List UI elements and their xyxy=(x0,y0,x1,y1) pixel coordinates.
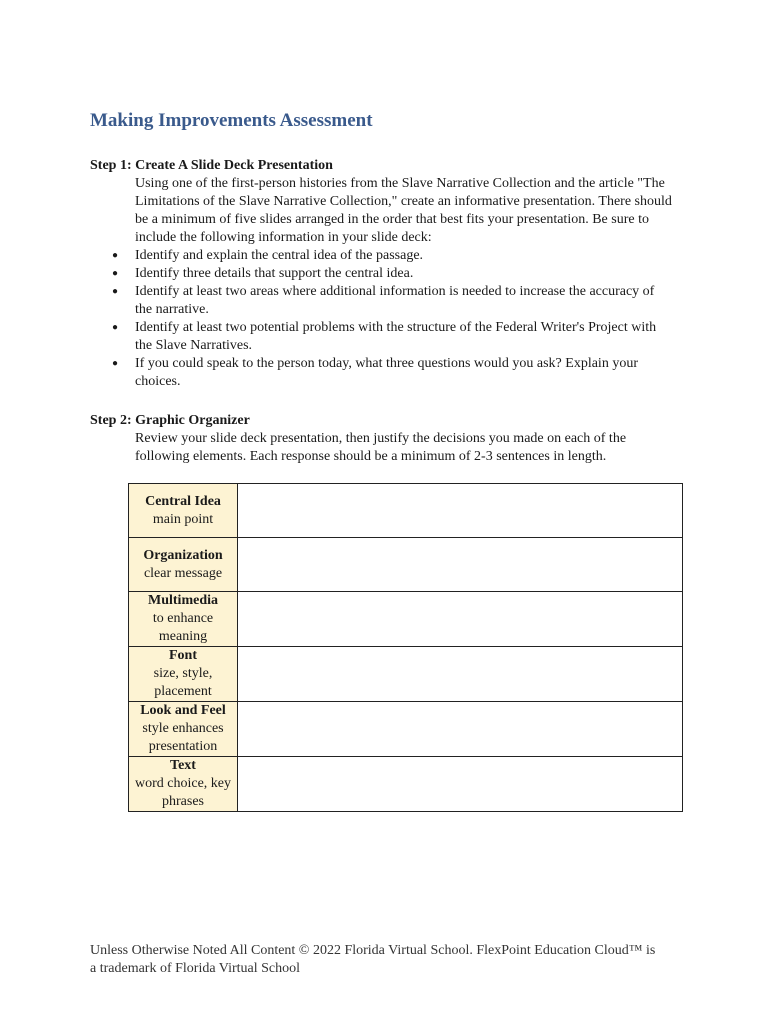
graphic-organizer-table xyxy=(128,483,683,812)
table-row xyxy=(129,538,683,592)
table-row xyxy=(129,757,683,812)
row-label-cell xyxy=(129,592,238,647)
row-label-cell xyxy=(129,647,238,702)
table-row xyxy=(129,484,683,538)
row-label-cell xyxy=(129,538,238,592)
element-name: Font xyxy=(169,648,197,663)
table-row xyxy=(129,647,683,702)
element-description: word choice, key phrases xyxy=(134,776,232,809)
element-name: Text xyxy=(170,758,196,773)
bullet-item: ● Identify at least two potential problems with the structure of the Federal Writer's Project with the Slave Narratives. xyxy=(112,319,657,355)
bullet-item: ● Identify three details that support the central idea. xyxy=(112,265,657,283)
row-label-cell xyxy=(129,757,238,812)
response-cell[interactable] xyxy=(238,538,683,592)
element-name: Multimedia xyxy=(148,593,218,608)
bullet-item: ● Identify at least two areas where additional information is needed to increase the accuracy of the narrative. xyxy=(112,283,657,319)
step-1-heading: Step 1: Create A Slide Deck Presentation xyxy=(90,158,333,173)
bullet-item: ● If you could speak to the person today, what three questions would you ask? Explain your choices. xyxy=(112,355,657,391)
element-description: size, style, placement xyxy=(153,666,213,699)
element-name: Look and Feel xyxy=(140,703,226,718)
element-description: to enhance meaning xyxy=(152,611,214,644)
copyright-footer: Unless Otherwise Noted All Content © 2022 Florida Virtual School. FlexPoint Education Cloud™ is a trademark of Florida Virtual School xyxy=(90,943,656,976)
step-1-instructions: Using one of the first-person histories from the Slave Narrative Collection and the article "The Limitations of the Slave Narrative Collection," create an informative presentation. There should be a minimum of five slides arranged in the order that best fits your presentation. Be sure to include the following information in your slide deck: xyxy=(135,176,672,245)
table-row xyxy=(129,702,683,757)
row-label-cell xyxy=(129,702,238,757)
bullet-item: ● Identify and explain the central idea of the passage. xyxy=(112,247,657,265)
element-name: Central Idea xyxy=(145,493,221,509)
element-description: style enhances presentation xyxy=(142,721,224,754)
response-cell[interactable] xyxy=(238,484,683,538)
element-description: clear message xyxy=(143,565,223,581)
row-label-cell xyxy=(129,484,238,538)
response-cell[interactable] xyxy=(238,757,683,812)
step-1-bullet-list xyxy=(90,247,657,391)
step-2-heading: Step 2: Graphic Organizer xyxy=(90,413,250,428)
page-title: Making Improvements Assessment xyxy=(90,110,373,131)
element-description: main point xyxy=(152,511,214,527)
response-cell[interactable] xyxy=(238,702,683,757)
step-2-section xyxy=(90,412,680,466)
step-1-section xyxy=(90,157,680,391)
response-cell[interactable] xyxy=(238,592,683,647)
table-row xyxy=(129,592,683,647)
step-2-instructions: Review your slide deck presentation, then justify the decisions you made on each of the following elements. Each response should be a minimum of 2-3 sentences in length. xyxy=(135,431,627,464)
response-cell[interactable] xyxy=(238,647,683,702)
element-name: Organization xyxy=(143,547,223,563)
